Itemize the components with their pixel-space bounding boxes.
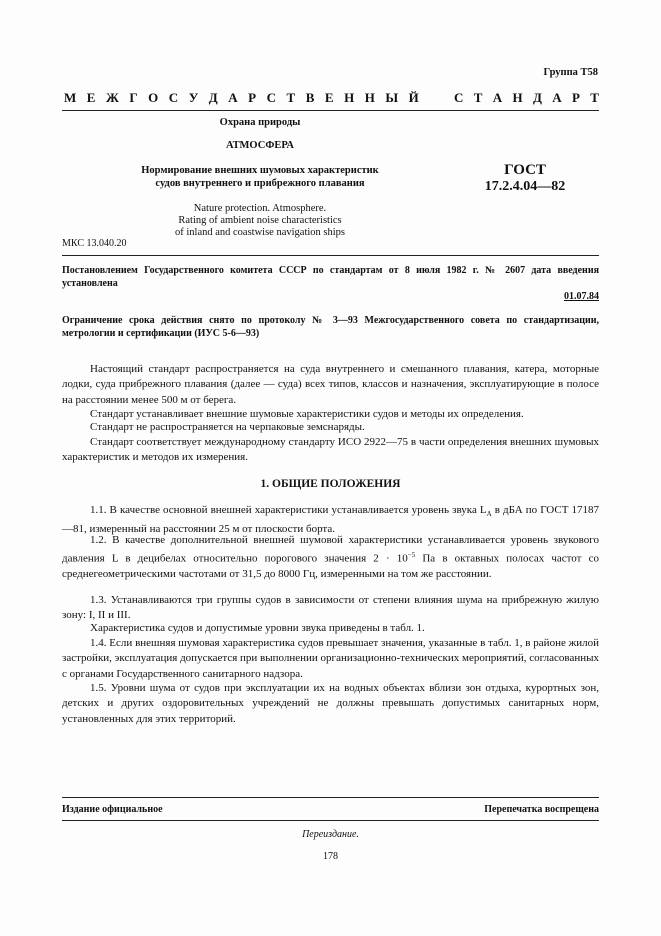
banner-interstate-letter: Е — [86, 90, 96, 105]
banner-standard-letter: Н — [512, 90, 523, 105]
intro-paragraph-4: Стандарт соответствует международному стандарту ИСО 2922—75 в части определения внешних шумовых характеристик и методов их измерения. — [62, 436, 599, 464]
banner-interstate-letter: Й — [408, 90, 419, 105]
banner-interstate-letter: Г — [129, 90, 138, 105]
banner-standard — [454, 90, 599, 106]
intro-paragraph-2: Стандарт устанавливает внешние шумовые характеристики судов и методы их определения. — [90, 408, 524, 420]
clause-1-2: 1.2. В качестве дополнительной внешней шумовой характеристики устанавливается уровень звукового давления L в децибелах относительно порогового значения $2 \cdot 10^{-5}$ Па в октавных полосах частот со среднегеометрическими частотами от 31,5 до 8000 Гц, измеренными на том же расстоянии. — [62, 534, 599, 581]
title-category: Охрана природы — [219, 117, 301, 128]
banner-interstate-letter: Е — [324, 90, 334, 105]
standard-banner — [64, 90, 599, 106]
restriction-note: Ограничение срока действия снято по протоколу № 3—93 Межгосударственного совета по стандартизации, метрологии и сертификации (ИУС 5-6—93) — [62, 315, 599, 339]
official-edition: Издание официальное — [62, 804, 163, 815]
mks-code: МКС 13.040.20 — [62, 238, 127, 249]
banner-interstate-letter: Д — [208, 90, 218, 105]
clause-1-5: 1.5. Уровни шума от судов при эксплуатации их на водных объектах вблизи зон отдыха, курортных зон, детских и других оздоровительных учреждений не должны превышать допустимых санитарных норм, установленных для этих территорий. — [62, 682, 599, 725]
banner-standard-letter: Т — [473, 90, 483, 105]
footer-rule — [62, 797, 599, 798]
effective-date: 01.07.84 — [564, 291, 599, 302]
banner-standard-letter: Т — [590, 90, 599, 105]
title-rule — [62, 255, 599, 256]
title-subject: АТМОСФЕРА — [226, 140, 294, 151]
banner-interstate-letter: М — [64, 90, 77, 105]
title-main-line2: судов внутреннего и прибрежного плавания — [155, 178, 365, 189]
header-rule — [62, 110, 599, 111]
clause-1-3-table-ref: Характеристика судов и допустимые уровни звука приведены в табл. 1. — [90, 622, 425, 634]
banner-interstate-letter: Т — [286, 90, 296, 105]
clause-1-4: 1.4. Если внешняя шумовая характеристика судов превышает значения, указанные в табл. 1, в районе жилой застройки, эксплуатация допускается при выполнении организационно-технических мероприятий, согласованных с органами Государственного санитарного надзора. — [62, 637, 599, 680]
page-number: 178 — [323, 851, 338, 862]
intro-paragraph-3: Стандарт не распространяется на черпаковые земснаряды. — [90, 421, 365, 433]
title-english-line2: Rating of ambient noise characteristics — [178, 215, 342, 226]
banner-interstate-letter: О — [148, 90, 159, 105]
banner-standard-letter: С — [454, 90, 464, 105]
banner-interstate-letter: Н — [344, 90, 355, 105]
banner-interstate-letter: А — [228, 90, 238, 105]
banner-standard-letter: Р — [571, 90, 580, 105]
banner-standard-letter: А — [492, 90, 503, 105]
title-english-line1: Nature protection. Atmosphere. — [193, 203, 327, 214]
banner-interstate-letter: У — [188, 90, 199, 105]
decree-text: Постановлением Государственного комитета СССР по стандартам от 8 июля 1982 г. № 2607 дата введения установлена — [62, 265, 599, 289]
title-main-line1: Нормирование внешних шумовых характеристик — [141, 165, 379, 176]
banner-interstate — [64, 90, 419, 106]
reprint-prohibited: Перепечатка воспрещена — [484, 804, 599, 815]
intro-paragraph-1: Настоящий стандарт распространяется на суда внутреннего и смешанного плавания, катера, моторные лодки, суда прибрежного плавания (далее — суда) всех типов, классов и назначения, эксплуатирующие в полосе на расстоянии менее 500 м от берега. — [62, 363, 599, 406]
banner-interstate-letter: Ж — [105, 90, 119, 105]
group-code: Группа Т58 — [543, 67, 598, 78]
banner-interstate-letter: Н — [364, 90, 375, 105]
footer-rule-lower — [62, 820, 599, 821]
banner-standard-letter: Д — [532, 90, 542, 105]
banner-standard-letter: А — [552, 90, 562, 105]
gost-label: ГОСТ — [504, 162, 546, 178]
banner-interstate-letter: Р — [248, 90, 257, 105]
clause-1-3: 1.3. Устанавливаются три группы судов в зависимости от степени влияния шума на прибрежную жилую зону: I, II и III. — [62, 594, 599, 622]
banner-interstate-letter: С — [266, 90, 276, 105]
clause-1-1: 1.1. В качестве основной внешней характеристики устанавливается уровень звука $L_A$ в дБА по ГОСТ 17187—81, измеренный на расстоянии 25 м от плоскости борта. — [62, 504, 599, 536]
section-title: 1. ОБЩИЕ ПОЛОЖЕНИЯ — [260, 478, 401, 490]
title-english-line3: of inland and coastwise navigation ships — [174, 227, 345, 238]
gost-number: 17.2.4.04—82 — [484, 179, 566, 194]
reissue-note: Переиздание. — [302, 829, 359, 840]
banner-interstate-letter: В — [305, 90, 315, 105]
banner-interstate-letter: С — [168, 90, 179, 105]
banner-interstate-letter: Ы — [385, 90, 399, 105]
